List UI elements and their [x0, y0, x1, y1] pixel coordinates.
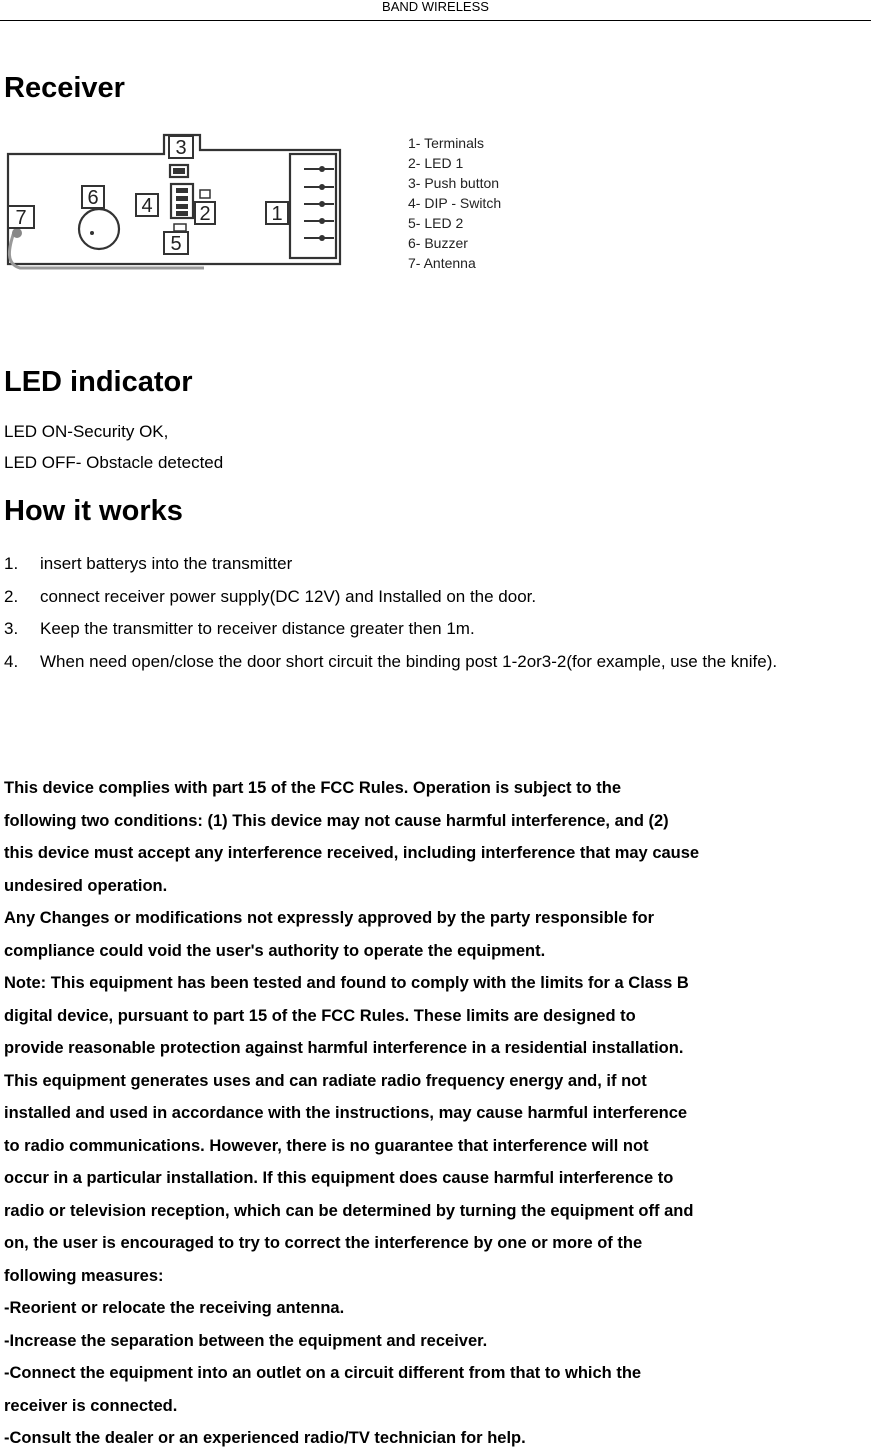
how-it-works-heading: How it works: [4, 495, 183, 527]
callout-7: 7: [15, 207, 27, 229]
led-on-text: LED ON-Security OK,: [4, 422, 169, 441]
fcc-line: digital device, pursuant to part 15 of the FCC Rules. These limits are designed to: [4, 1006, 636, 1025]
fcc-line: following measures:: [4, 1266, 164, 1285]
page-header: [0, 0, 871, 21]
list-item: [4, 581, 864, 614]
fcc-line: provide reasonable protection against harmful interference in a residential installation.: [4, 1039, 684, 1057]
legend-item: 3- Push button: [408, 175, 500, 191]
fcc-line: Note: This equipment has been tested and found to comply with the limits for a Class B: [4, 974, 689, 992]
callout-2: 2: [199, 203, 211, 225]
fcc-line: -Reorient or relocate the receiving antenna.: [4, 1299, 345, 1317]
callout-4: 4: [141, 195, 153, 217]
legend-item: 7- Antenna: [408, 255, 476, 271]
receiver-diagram: [4, 132, 350, 274]
step-text: connect receiver power supply(DC 12V) and Installed on the door.: [40, 586, 537, 606]
legend-item: 6- Buzzer: [408, 235, 468, 251]
step-number: 1.: [4, 554, 19, 573]
legend-item: 5- LED 2: [408, 215, 464, 231]
header-title: BAND WIRELESS: [382, 0, 489, 14]
fcc-line: following two conditions: (1) This device may not cause harmful interference, and (2): [4, 811, 669, 830]
list-item: [4, 646, 864, 679]
fcc-line: This device complies with part 15 of the FCC Rules. Operation is subject to the: [4, 779, 622, 797]
list-item: [4, 613, 864, 646]
led-off-text: LED OFF- Obstacle detected: [4, 453, 224, 472]
fcc-line: to radio communications. However, there is no guarantee that interference will not: [4, 1136, 649, 1155]
callout-3: 3: [175, 137, 187, 159]
fcc-line: This equipment generates uses and can radiate radio frequency energy and, if not: [4, 1071, 647, 1090]
step-number: 3.: [4, 619, 19, 638]
fcc-line: compliance could void the user's authority to operate the equipment.: [4, 941, 546, 960]
fcc-line: installed and used in accordance with the instructions, may cause harmful interference: [4, 1104, 688, 1122]
callout-6: 6: [87, 187, 99, 209]
legend-item: 2- LED 1: [408, 155, 464, 171]
fcc-line: receiver is connected.: [4, 1396, 178, 1415]
diagram-legend: [408, 133, 558, 273]
led-indicator-heading: LED indicator: [4, 366, 193, 398]
step-text: insert batterys into the transmitter: [40, 554, 293, 573]
fcc-line: radio or television reception, which can be determined by turning the equipment off and: [4, 1201, 694, 1220]
callout-5: 5: [170, 233, 182, 255]
fcc-line: on, the user is encouraged to try to correct the interference by one or more of the: [4, 1234, 643, 1252]
step-text: When need open/close the door short circuit the binding post 1-2or3-2(for example, use the knife).: [40, 651, 778, 671]
fcc-line: undesired operation.: [4, 876, 168, 895]
step-number: 4.: [4, 651, 19, 671]
step-text: Keep the transmitter to receiver distance greater then 1m.: [40, 619, 475, 638]
fcc-line: Any Changes or modifications not expressly approved by the party responsible for: [4, 909, 655, 927]
step-number: 2.: [4, 586, 19, 606]
fcc-line: -Increase the separation between the equipment and receiver.: [4, 1331, 488, 1350]
fcc-line: this device must accept any interference received, including interference that may cause: [4, 844, 700, 862]
fcc-line: -Connect the equipment into an outlet on a circuit different from that to which the: [4, 1364, 642, 1382]
callout-1: 1: [271, 203, 283, 225]
legend-item: 4- DIP - Switch: [408, 195, 502, 211]
steps-list: [4, 548, 864, 678]
fcc-line: occur in a particular installation. If this equipment does cause harmful interference to: [4, 1169, 674, 1187]
receiver-heading: Receiver: [4, 72, 125, 104]
fcc-line: -Consult the dealer or an experienced radio/TV technician for help.: [4, 1429, 526, 1447]
list-item: [4, 548, 864, 581]
legend-item: 1- Terminals: [408, 135, 484, 151]
fcc-statement: [4, 772, 864, 1455]
